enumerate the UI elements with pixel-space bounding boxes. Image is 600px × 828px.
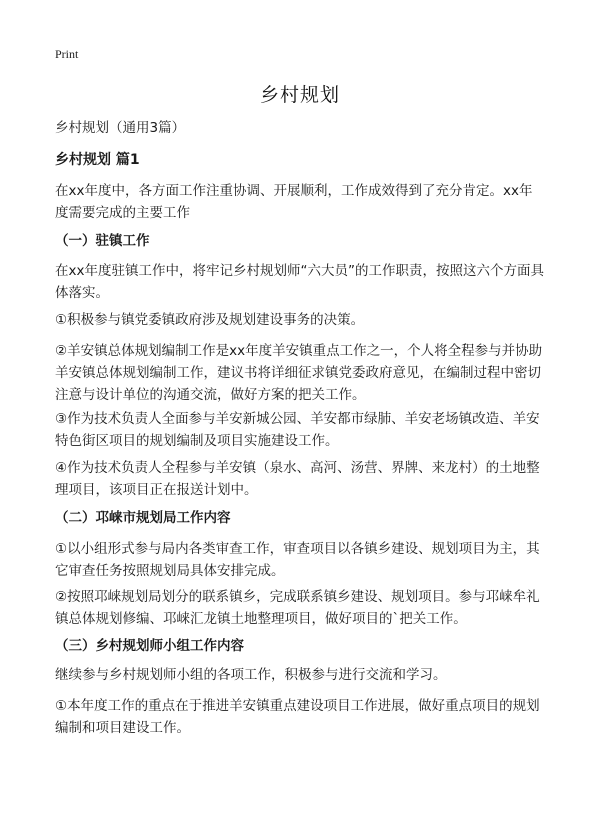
section-heading-1: （一）驻镇工作 (55, 233, 150, 249)
section2-item-1: ①以小组形式参与局内各类审查工作，审查项目以各镇乡建设、规划项目为主，其它审查任务按照规划局具体安排完成。 (55, 541, 540, 579)
document-title: 乡村规划 (259, 84, 340, 106)
section3-item-1: ①本年度工作的重点在于推进羊安镇重点建设项目工作进展，做好重点项目的规划编制和项目建设工作。 (55, 698, 540, 736)
intro-paragraph: 在xx年度中，各方面工作注重协调、开展顺利，工作成效得到了充分肯定。xx年度需要完成的主要工作 (55, 183, 533, 221)
section3-paragraph: 继续参与乡村规划师小组的各项工作，积极参与进行交流和学习。 (55, 667, 447, 683)
section1-item-1: ①积极参与镇党委镇政府涉及规划建设事务的决策。 (55, 312, 365, 328)
section-heading-3: （三）乡村规划师小组工作内容 (55, 638, 244, 654)
section1-item-2: ②羊安镇总体规划编制工作是xx年度羊安镇重点工作之一，个人将全程参与并协助羊安镇总体规划编制工作，建议书将详细征求镇党委政府意见，在编制过程中密切注意与设计单位的沟通交流，做好方案的把关工作。 (55, 343, 543, 403)
section1-paragraph: 在xx年度驻镇工作中，将牢记乡村规划师“六大员”的工作职责，按照这六个方面具体落实。 (55, 263, 544, 301)
section2-item-2: ②按照邛崃规划局划分的联系镇乡，完成联系镇乡建设、规划项目。参与邛崃牟礼镇总体规划修编、邛崃汇龙镇土地整理项目，做好项目的`把关工作。 (55, 589, 540, 627)
section-heading-2: （二）邛崃市规划局工作内容 (55, 510, 231, 526)
section1-item-3: ③作为技术负责人全面参与羊安新城公园、羊安都市绿肺、羊安老场镇改造、羊安特色街区项目的规划编制及项目实施建设工作。 (55, 411, 540, 449)
print-label[interactable]: Print (55, 47, 79, 61)
article-heading: 乡村规划 篇1 (55, 152, 140, 168)
document-subtitle: 乡村规划（通用3篇） (55, 120, 186, 136)
section1-item-4: ④作为技术负责人全程参与羊安镇（泉水、高河、汤营、界牌、来龙村）的土地整理项目，该项目正在报送计划中。 (55, 460, 540, 498)
